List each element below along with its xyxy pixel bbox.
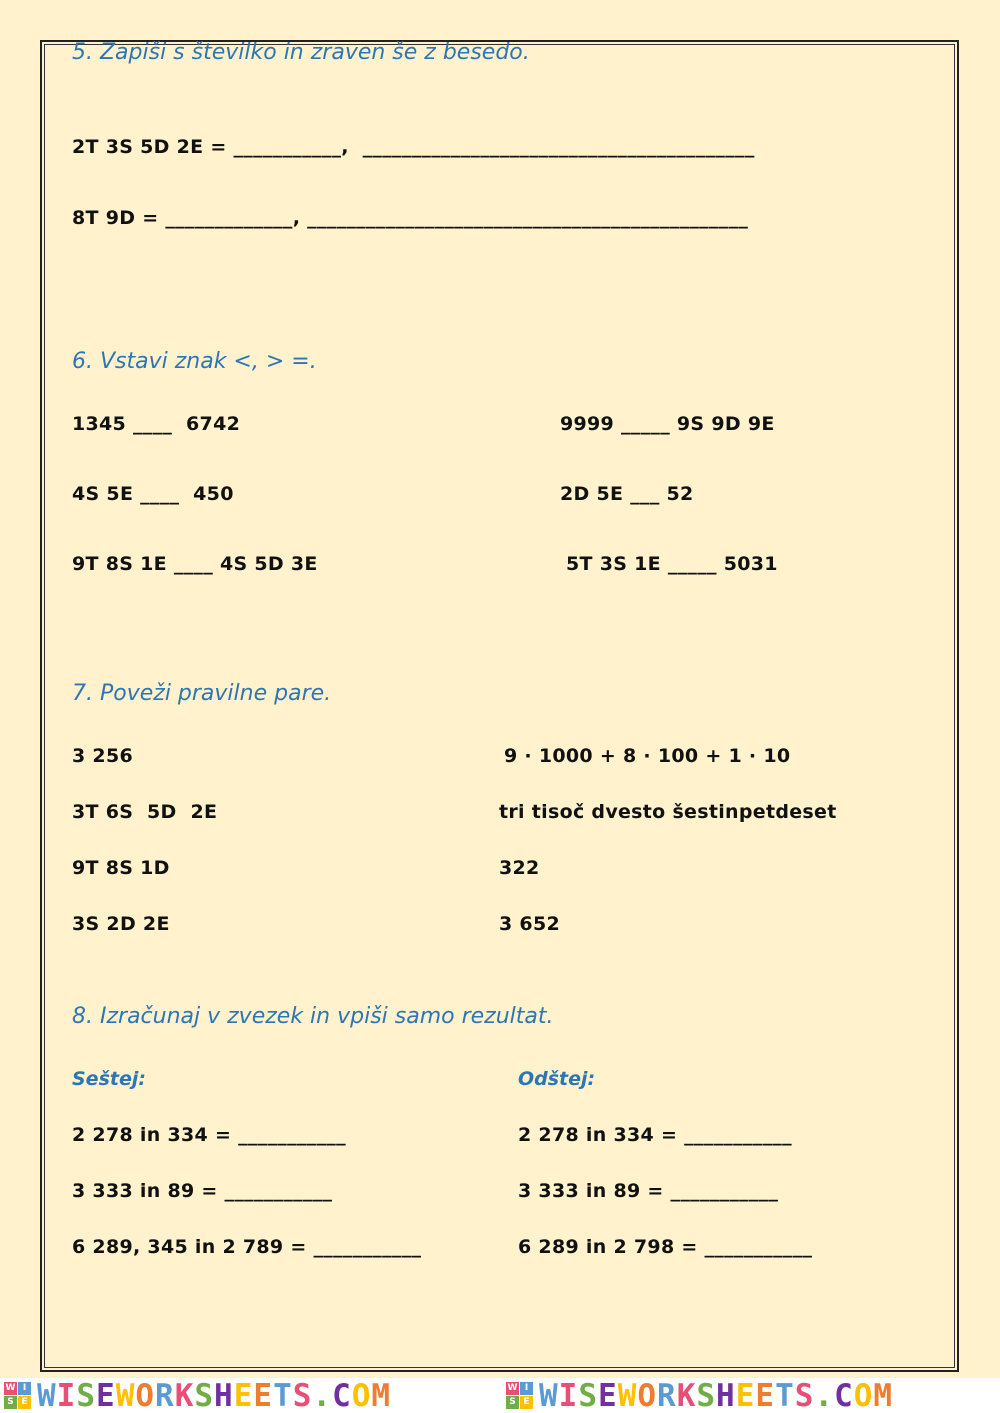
add-exercise-1: 2 278 in 334 = ___________ <box>72 1124 346 1146</box>
task7-right-1: 9 · 1000 + 8 · 100 + 1 · 10 <box>504 745 791 767</box>
task5-heading: 5. Zapiši s številko in zraven še z besedo. <box>72 40 530 65</box>
task7-left-2: 3T 6S 5D 2E <box>72 801 218 823</box>
task6-heading: 6. Vstavi znak <, > =. <box>72 349 317 374</box>
subtract-exercise-2: 3 333 in 89 = ___________ <box>518 1180 779 1202</box>
watermark-brand <box>4 1378 391 1413</box>
wise-logo-icon: W I S E <box>4 1382 31 1409</box>
task6-left-3: 9T 8S 1E ____ 4S 5D 3E <box>72 553 318 575</box>
watermark-brand-repeat <box>506 1378 893 1413</box>
subtract-exercise-3: 6 289 in 2 798 = ___________ <box>518 1236 813 1258</box>
task6-right-1: 9999 _____ 9S 9D 9E <box>560 413 775 435</box>
task6-right-3: 5T 3S 1E _____ 5031 <box>566 553 778 575</box>
task7-left-1: 3 256 <box>72 745 133 767</box>
worksheet-inner-frame <box>44 44 955 1368</box>
subtract-label: Odštej: <box>518 1068 596 1090</box>
task7-right-4: 3 652 <box>499 913 560 935</box>
footer-watermark-bar <box>0 1378 1000 1413</box>
task5-line-1: 2T 3S 5D 2E = ___________, ________________________________________ <box>72 136 755 158</box>
subtract-exercise-1: 2 278 in 334 = ___________ <box>518 1124 792 1146</box>
task7-left-4: 3S 2D 2E <box>72 913 170 935</box>
wise-logo-icon: W I S E <box>506 1382 533 1409</box>
task7-heading: 7. Poveži pravilne pare. <box>72 681 332 706</box>
watermark-text: WISEWORKSHEETS.COM <box>37 1378 392 1413</box>
task6-left-2: 4S 5E ____ 450 <box>72 483 234 505</box>
add-exercise-2: 3 333 in 89 = ___________ <box>72 1180 333 1202</box>
task6-left-1: 1345 ____ 6742 <box>72 413 241 435</box>
task7-right-3: 322 <box>499 857 540 879</box>
task8-heading: 8. Izračunaj v zvezek in vpiši samo rezultat. <box>72 1004 554 1029</box>
watermark-text: WISEWORKSHEETS.COM <box>539 1378 894 1413</box>
task7-left-3: 9T 8S 1D <box>72 857 170 879</box>
task5-line-2: 8T 9D = _____________, _____________________________________________ <box>72 207 749 229</box>
add-exercise-3: 6 289, 345 in 2 789 = ___________ <box>72 1236 422 1258</box>
add-label: Seštej: <box>72 1068 146 1090</box>
task7-right-2: tri tisoč dvesto šestinpetdeset <box>499 801 837 823</box>
task6-right-2: 2D 5E ___ 52 <box>560 483 694 505</box>
